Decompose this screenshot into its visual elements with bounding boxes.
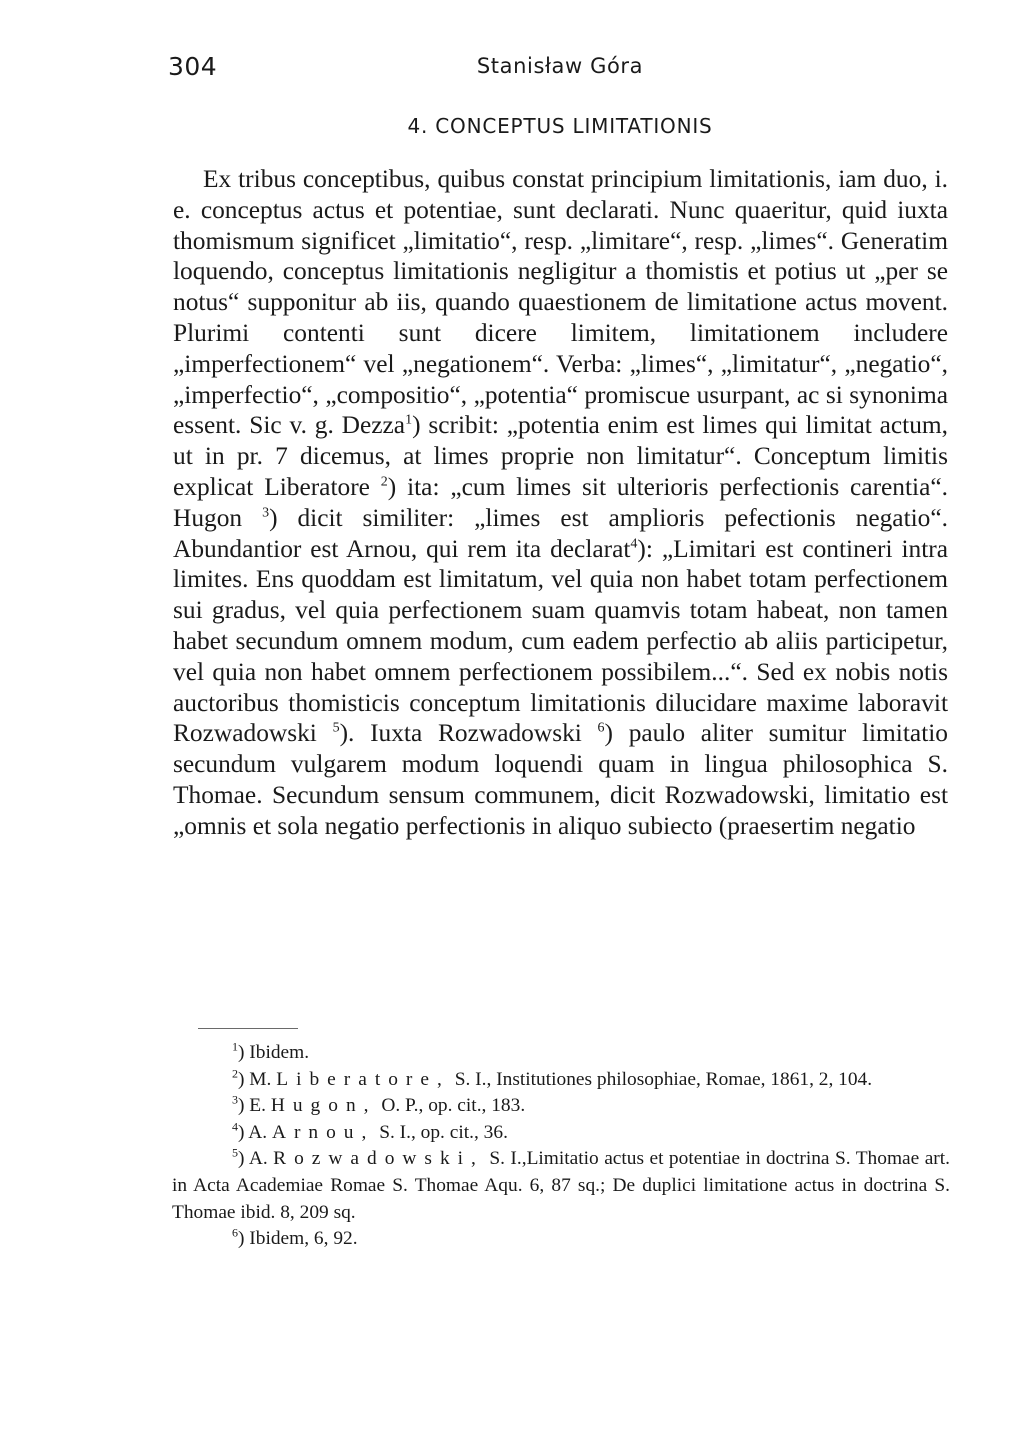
- footnote: [172, 1226, 950, 1253]
- footnote-text: ) Ibidem, 6, 92.: [238, 1228, 358, 1250]
- text-run: ). Iuxta Rozwadowski: [339, 719, 598, 748]
- footnote-text: ) Ibidem.: [238, 1042, 310, 1063]
- footnote-text: O. P., op. cit., 183.: [376, 1095, 526, 1117]
- text-run: ) scribit: „potentia enim est limes qui limitat actum, ut in pr. 7 dicemus, at limes proprie non limitatur“. Conceptum limitis explicat Liberatore: [173, 411, 949, 501]
- footnote-author: Rozwadowski,: [273, 1148, 484, 1170]
- paragraph: [173, 164, 948, 842]
- footnote-mark: 6: [232, 1225, 238, 1240]
- footnote-reference[interactable]: 5: [332, 720, 340, 736]
- footnote: [172, 1120, 950, 1147]
- footnote-text: ) A.: [238, 1121, 272, 1143]
- footnote-reference[interactable]: 1: [405, 412, 413, 428]
- running-head: [0, 46, 1024, 86]
- footnote-reference[interactable]: 6: [597, 720, 605, 736]
- footnote-mark: 3: [232, 1092, 238, 1107]
- footnote-text: S. I., op. cit., 36.: [374, 1121, 508, 1143]
- footnote-author: Arnou,: [271, 1121, 375, 1143]
- footnote-author: Hugon,: [270, 1095, 377, 1117]
- footnote-mark: 4: [232, 1119, 238, 1134]
- body-text: [173, 164, 948, 842]
- footnote-mark: 1: [232, 1039, 238, 1054]
- footnote: [172, 1146, 950, 1226]
- text-run: ) paulo aliter sumitur limitatio secundum vulgarem modum loquendi quam in lingua philosophica S. Thomae. Secundum sensum communem, dicit Rozwadowski, limitatio est „omnis et sola negatio perfectionis in aliquo subiecto (praesertim negatio: [173, 719, 948, 840]
- footnote: [172, 1067, 950, 1094]
- footnote-text: ) M.: [238, 1068, 277, 1090]
- text-run: Ex tribus conceptibus, quibus constat principium limitationis, iam duo, i. e. conceptus actus et potentiae, sunt declarati. Nunc quaeritur, quid iuxta thomismum significet „limitatio“, resp. „limitare“, resp. „limes“. Generatim loquendo, conceptus limitationis negligitur a thomistis et potius ut „per se notus“ supponitur ab iis, quando quaestionem de limitatione actus movent. Plurimi contenti sunt dicere limitem, limitationem includere „imperfectionem“ vel „negationem“. Verba: „limes“, „limitatur“, „negatio“, „imperfectio“, „compositio“, „potentia“ promiscue usurpant, ac si synonima essent. Sic v. g. Dezza: [173, 165, 948, 440]
- text-run: ): „Limitari est contineri intra limites. Ens quoddam est limitatum, vel quia non habet totam perfectionem sui gradus, vel quia perfectionem suam quamvis totam habeat, non tamen habet secundum omnem modum, cum eadem perfectio ab aliis participetur, vel quia non habet omnem perfectionem possibilem...“. Sed ex nobis notis auctoribus thomisticis conceptum limitationis dilucidare maxime laboravit Rozwadowski: [173, 534, 948, 748]
- footnote-text: ) A.: [238, 1148, 274, 1170]
- footnotes: [172, 1040, 950, 1253]
- footnote-author: Liberatore,: [276, 1068, 450, 1090]
- footnote-reference[interactable]: 3: [262, 505, 270, 521]
- footnote-mark: 5: [232, 1145, 238, 1160]
- footnote-text: S. I.,Limitatio actus et potentiae in doctrina S. Thomae art. in Acta Academiae Romae S. Thomae Aqu. 6, 87 sq.; De duplici limitatione actus in doctrina S. Thomae ibid. 8, 209 sq.: [172, 1148, 950, 1223]
- footnote-text: ) E.: [238, 1095, 271, 1117]
- section-heading: 4. CONCEPTUS LIMITATIONIS: [407, 114, 713, 138]
- footnote-reference[interactable]: 4: [630, 536, 638, 552]
- footnote-reference[interactable]: 2: [380, 474, 388, 490]
- footnote-divider: [198, 1028, 298, 1029]
- text-run: ) dicit similiter: „limes est amplioris pefectionis negatio“. Abundantior est Arnou, qui rem ita declarat: [173, 503, 948, 563]
- footnote-text: S. I., Institutiones philosophiae, Romae, 1861, 2, 104.: [449, 1068, 873, 1090]
- footnote: [172, 1040, 950, 1067]
- page-number: 304: [168, 52, 218, 81]
- text-run: ) ita: „cum limes sit ulterioris perfectionis carentia“. Hugon: [173, 472, 948, 532]
- running-head-author: Stanisław Góra: [476, 54, 644, 78]
- footnote: [172, 1093, 950, 1120]
- footnote-mark: 2: [232, 1066, 238, 1081]
